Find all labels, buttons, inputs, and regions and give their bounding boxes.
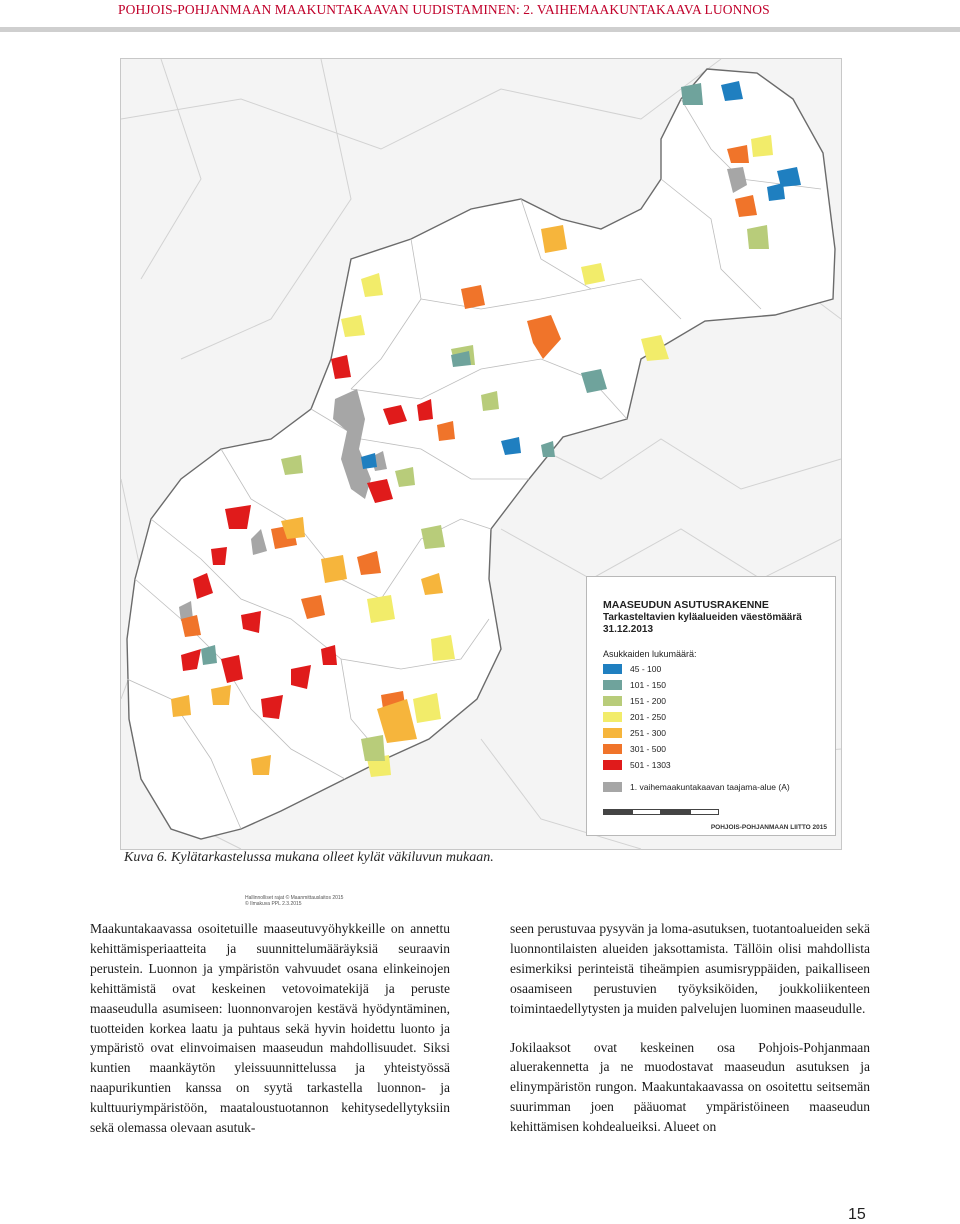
legend-label: 301 - 500: [630, 744, 666, 754]
text-column-right: [510, 919, 870, 1137]
legend-swatch: [603, 664, 622, 674]
legend-swatch: [603, 680, 622, 690]
legend-label: 151 - 200: [630, 696, 666, 706]
legend-label: 101 - 150: [630, 680, 666, 690]
legend-swatch: [603, 760, 622, 770]
legend-item: [603, 711, 666, 723]
body-paragraph: Jokilaaksot ovat keskeinen osa Pohjois-Pohjanmaan aluerakennetta ja ne muodostavat maaseudun asutuksen ja elinympäristön rungon. Maakuntakaavassa on osoitettu seitsemän suurimman joen pääuomat ympäristöineen maaseudun kehittämisen kohdealueiksi. Alueet on: [510, 1039, 870, 1135]
text-column-left: [90, 919, 450, 1138]
map-source-line: Hallinnolliset rajat © Maanmittauslaitos 2015: [245, 895, 344, 901]
running-header: POHJOIS-POHJANMAAN MAAKUNTAKAAVAN UUDISTAMINEN: 2. VAIHEMAAKUNTAKAAVA LUONNOS: [118, 2, 770, 17]
legend-label: 45 - 100: [630, 664, 662, 674]
body-paragraph: seen perustuvaa pysyvän ja loma-asutuksen, tuotantoalueiden sekä luonnontilaisten alueiden jaksottamista. Tällöin olisi mahdollista esimerkiksi perinteistä tiheämpien asumisryppäiden, paikalliseen osaamiseen perustuvien työyksiköiden, joukkoliikenteen toimintaedellytysten ja muiden palvelujen luominen maaseudulle.: [510, 921, 870, 1016]
map-source-note: [245, 895, 343, 907]
legend-item: [603, 695, 666, 707]
legend-subtitle: Tarkasteltavien kyläalueiden väestömäärä 31.12.2013: [603, 612, 802, 635]
legend-swatch: [603, 728, 622, 738]
legend-item: [603, 663, 661, 675]
legend-swatch: [603, 712, 622, 722]
legend-label: 201 - 250: [630, 712, 666, 722]
legend-title: MAASEUDUN ASUTUSRAKENNE: [603, 599, 769, 611]
legend-swatch: [603, 782, 622, 792]
legend-item: [603, 727, 666, 739]
legend-label: 501 - 1303: [630, 760, 671, 770]
legend-heading: Asukkaiden lukumäärä:: [603, 649, 697, 659]
figure-caption: Kuva 6. Kylätarkastelussa mukana olleet kylät väkiluvun mukaan.: [124, 850, 494, 865]
legend-item: [603, 781, 790, 793]
scale-bar: [603, 809, 719, 815]
legend-swatch: [603, 696, 622, 706]
legend-item: [603, 679, 666, 691]
legend-swatch: [603, 744, 622, 754]
map-legend: [586, 576, 836, 836]
legend-label: 251 - 300: [630, 728, 666, 738]
page-number: 15: [848, 1206, 866, 1223]
map-source-line: © Ilmakuva PPL 2.3.2015: [245, 901, 302, 907]
legend-label: 1. vaihemaakuntakaavan taajama-alue (A): [630, 782, 790, 792]
header-rule: [0, 27, 960, 32]
body-paragraph: Maakuntakaavassa osoitetuille maaseutuvyöhykkeille on annettu kehittämisperiaatteita ja suunnittelumääräyksiä seuraavin perustein. Luonnon ja ympäristön vahvuudet osana elinkeinojen kehittämistä ovat keskeinen vetovoimatekijä ja peruste maaseudulla asumiseen: luonnonvarojen kestävä hyödyntäminen, tuotteiden korkea laatu ja puhtaus sekä hyvin hoidettu luonto ja ympäristö ovat elinvoimaisen maaseudun mahdollisuudet. Siksi kuntien maankäytön yleissuunnittelussa ja yhteistyössä naapurikuntien kanssa on syytä tarkastella luonnon- ja kulttuuriympäristöön, maataloustuotannon kehitysedellytyksiin sekä olemassa olevaan asutuk-: [90, 921, 450, 1136]
legend-item: [603, 743, 666, 755]
legend-item: [603, 759, 671, 771]
map-credit: POHJOIS-POHJANMAAN LIITTO 2015: [710, 824, 827, 831]
